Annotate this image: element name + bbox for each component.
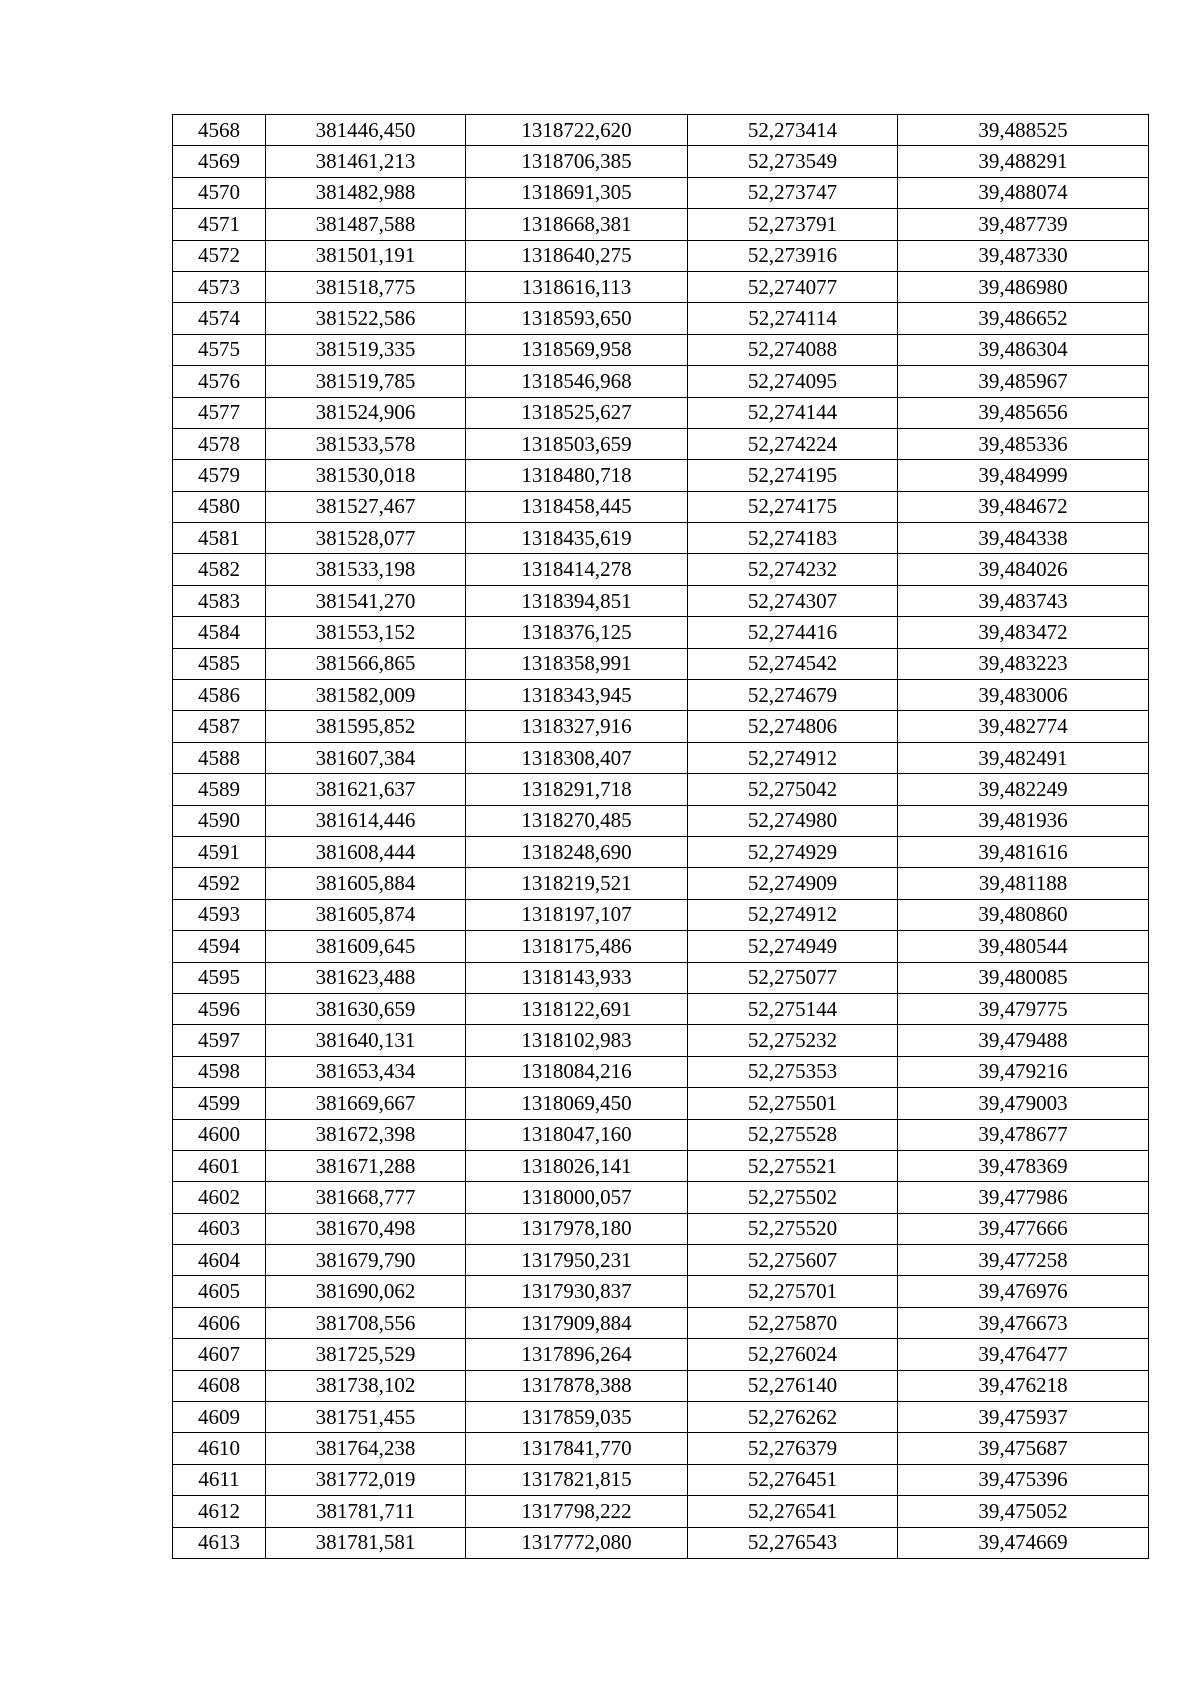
longitude-cell: 39,486652 (898, 303, 1149, 334)
latitude-cell: 52,275520 (688, 1213, 898, 1244)
latitude-cell: 52,275521 (688, 1150, 898, 1181)
longitude-cell: 39,475687 (898, 1433, 1149, 1464)
x-coordinate-cell: 381608,444 (266, 836, 466, 867)
point-number-cell: 4589 (173, 774, 266, 805)
longitude-cell: 39,479488 (898, 1025, 1149, 1056)
x-coordinate-cell: 381605,874 (266, 899, 466, 930)
point-number-cell: 4595 (173, 962, 266, 993)
y-coordinate-cell: 1318480,718 (466, 460, 688, 491)
longitude-cell: 39,482249 (898, 774, 1149, 805)
point-number-cell: 4587 (173, 711, 266, 742)
point-number-cell: 4610 (173, 1433, 266, 1464)
table-row (173, 1276, 1149, 1307)
longitude-cell: 39,478369 (898, 1150, 1149, 1181)
table-row (173, 1527, 1149, 1558)
longitude-cell: 39,480085 (898, 962, 1149, 993)
table-row (173, 303, 1149, 334)
point-number-cell: 4578 (173, 428, 266, 459)
table-row (173, 1025, 1149, 1056)
x-coordinate-cell: 381461,213 (266, 146, 466, 177)
longitude-cell: 39,477666 (898, 1213, 1149, 1244)
longitude-cell: 39,483743 (898, 585, 1149, 616)
latitude-cell: 52,276451 (688, 1464, 898, 1495)
latitude-cell: 52,274806 (688, 711, 898, 742)
y-coordinate-cell: 1317896,264 (466, 1339, 688, 1370)
table-row (173, 1245, 1149, 1276)
longitude-cell: 39,487330 (898, 240, 1149, 271)
point-number-cell: 4579 (173, 460, 266, 491)
table-row (173, 366, 1149, 397)
longitude-cell: 39,484338 (898, 523, 1149, 554)
point-number-cell: 4569 (173, 146, 266, 177)
longitude-cell: 39,477986 (898, 1182, 1149, 1213)
point-number-cell: 4571 (173, 209, 266, 240)
point-number-cell: 4583 (173, 585, 266, 616)
table-row (173, 899, 1149, 930)
latitude-cell: 52,274679 (688, 680, 898, 711)
latitude-cell: 52,274929 (688, 836, 898, 867)
table-row (173, 585, 1149, 616)
latitude-cell: 52,276024 (688, 1339, 898, 1370)
longitude-cell: 39,475052 (898, 1496, 1149, 1527)
latitude-cell: 52,274144 (688, 397, 898, 428)
table-row (173, 146, 1149, 177)
longitude-cell: 39,481616 (898, 836, 1149, 867)
x-coordinate-cell: 381482,988 (266, 177, 466, 208)
table-row (173, 209, 1149, 240)
latitude-cell: 52,274183 (688, 523, 898, 554)
x-coordinate-cell: 381653,434 (266, 1056, 466, 1087)
y-coordinate-cell: 1318616,113 (466, 271, 688, 302)
y-coordinate-cell: 1318327,916 (466, 711, 688, 742)
x-coordinate-cell: 381533,578 (266, 428, 466, 459)
point-number-cell: 4586 (173, 680, 266, 711)
coordinates-table (172, 114, 1149, 1559)
y-coordinate-cell: 1317909,884 (466, 1307, 688, 1338)
latitude-cell: 52,275077 (688, 962, 898, 993)
y-coordinate-cell: 1318722,620 (466, 115, 688, 146)
point-number-cell: 4598 (173, 1056, 266, 1087)
latitude-cell: 52,274307 (688, 585, 898, 616)
y-coordinate-cell: 1318569,958 (466, 334, 688, 365)
y-coordinate-cell: 1317878,388 (466, 1370, 688, 1401)
longitude-cell: 39,476218 (898, 1370, 1149, 1401)
longitude-cell: 39,477258 (898, 1245, 1149, 1276)
table-row (173, 1119, 1149, 1150)
y-coordinate-cell: 1317798,222 (466, 1496, 688, 1527)
longitude-cell: 39,479003 (898, 1088, 1149, 1119)
x-coordinate-cell: 381738,102 (266, 1370, 466, 1401)
table-row (173, 1088, 1149, 1119)
y-coordinate-cell: 1317859,035 (466, 1402, 688, 1433)
latitude-cell: 52,274224 (688, 428, 898, 459)
longitude-cell: 39,482491 (898, 742, 1149, 773)
longitude-cell: 39,476673 (898, 1307, 1149, 1338)
point-number-cell: 4572 (173, 240, 266, 271)
point-number-cell: 4582 (173, 554, 266, 585)
table-row (173, 774, 1149, 805)
point-number-cell: 4581 (173, 523, 266, 554)
latitude-cell: 52,275144 (688, 993, 898, 1024)
y-coordinate-cell: 1318248,690 (466, 836, 688, 867)
y-coordinate-cell: 1318358,991 (466, 648, 688, 679)
longitude-cell: 39,488525 (898, 115, 1149, 146)
latitude-cell: 52,274949 (688, 931, 898, 962)
latitude-cell: 52,275501 (688, 1088, 898, 1119)
longitude-cell: 39,486980 (898, 271, 1149, 302)
y-coordinate-cell: 1318069,450 (466, 1088, 688, 1119)
x-coordinate-cell: 381672,398 (266, 1119, 466, 1150)
longitude-cell: 39,479775 (898, 993, 1149, 1024)
y-coordinate-cell: 1318691,305 (466, 177, 688, 208)
longitude-cell: 39,475396 (898, 1464, 1149, 1495)
x-coordinate-cell: 381518,775 (266, 271, 466, 302)
y-coordinate-cell: 1317930,837 (466, 1276, 688, 1307)
point-number-cell: 4606 (173, 1307, 266, 1338)
x-coordinate-cell: 381582,009 (266, 680, 466, 711)
table-row (173, 1464, 1149, 1495)
table-row (173, 397, 1149, 428)
table-row (173, 711, 1149, 742)
table-row (173, 1370, 1149, 1401)
latitude-cell: 52,274195 (688, 460, 898, 491)
table-row (173, 836, 1149, 867)
point-number-cell: 4602 (173, 1182, 266, 1213)
table-row (173, 523, 1149, 554)
latitude-cell: 52,275232 (688, 1025, 898, 1056)
longitude-cell: 39,483006 (898, 680, 1149, 711)
x-coordinate-cell: 381528,077 (266, 523, 466, 554)
longitude-cell: 39,474669 (898, 1527, 1149, 1558)
table-row (173, 460, 1149, 491)
table-row (173, 868, 1149, 899)
y-coordinate-cell: 1318026,141 (466, 1150, 688, 1181)
x-coordinate-cell: 381781,711 (266, 1496, 466, 1527)
point-number-cell: 4580 (173, 491, 266, 522)
table-row (173, 805, 1149, 836)
y-coordinate-cell: 1318376,125 (466, 617, 688, 648)
x-coordinate-cell: 381446,450 (266, 115, 466, 146)
table-row (173, 554, 1149, 585)
y-coordinate-cell: 1317841,770 (466, 1433, 688, 1464)
table-row (173, 1213, 1149, 1244)
x-coordinate-cell: 381671,288 (266, 1150, 466, 1181)
latitude-cell: 52,273747 (688, 177, 898, 208)
latitude-cell: 52,275528 (688, 1119, 898, 1150)
point-number-cell: 4605 (173, 1276, 266, 1307)
y-coordinate-cell: 1318593,650 (466, 303, 688, 334)
table-row (173, 177, 1149, 208)
table-row (173, 1433, 1149, 1464)
latitude-cell: 52,274095 (688, 366, 898, 397)
x-coordinate-cell: 381668,777 (266, 1182, 466, 1213)
y-coordinate-cell: 1318503,659 (466, 428, 688, 459)
table-row (173, 428, 1149, 459)
y-coordinate-cell: 1317978,180 (466, 1213, 688, 1244)
longitude-cell: 39,480860 (898, 899, 1149, 930)
y-coordinate-cell: 1318175,486 (466, 931, 688, 962)
table-row (173, 680, 1149, 711)
longitude-cell: 39,488291 (898, 146, 1149, 177)
longitude-cell: 39,485967 (898, 366, 1149, 397)
point-number-cell: 4575 (173, 334, 266, 365)
x-coordinate-cell: 381519,785 (266, 366, 466, 397)
point-number-cell: 4590 (173, 805, 266, 836)
x-coordinate-cell: 381772,019 (266, 1464, 466, 1495)
longitude-cell: 39,487739 (898, 209, 1149, 240)
x-coordinate-cell: 381595,852 (266, 711, 466, 742)
table-row (173, 1339, 1149, 1370)
longitude-cell: 39,476976 (898, 1276, 1149, 1307)
latitude-cell: 52,273549 (688, 146, 898, 177)
x-coordinate-cell: 381541,270 (266, 585, 466, 616)
point-number-cell: 4573 (173, 271, 266, 302)
y-coordinate-cell: 1318291,718 (466, 774, 688, 805)
point-number-cell: 4594 (173, 931, 266, 962)
longitude-cell: 39,485336 (898, 428, 1149, 459)
latitude-cell: 52,274088 (688, 334, 898, 365)
x-coordinate-cell: 381621,637 (266, 774, 466, 805)
y-coordinate-cell: 1317821,815 (466, 1464, 688, 1495)
point-number-cell: 4601 (173, 1150, 266, 1181)
point-number-cell: 4604 (173, 1245, 266, 1276)
latitude-cell: 52,274912 (688, 742, 898, 773)
longitude-cell: 39,484672 (898, 491, 1149, 522)
table-row (173, 115, 1149, 146)
point-number-cell: 4584 (173, 617, 266, 648)
latitude-cell: 52,274909 (688, 868, 898, 899)
point-number-cell: 4577 (173, 397, 266, 428)
x-coordinate-cell: 381764,238 (266, 1433, 466, 1464)
longitude-cell: 39,484999 (898, 460, 1149, 491)
y-coordinate-cell: 1318102,983 (466, 1025, 688, 1056)
longitude-cell: 39,484026 (898, 554, 1149, 585)
y-coordinate-cell: 1318525,627 (466, 397, 688, 428)
x-coordinate-cell: 381609,645 (266, 931, 466, 962)
latitude-cell: 52,276541 (688, 1496, 898, 1527)
table-row (173, 1056, 1149, 1087)
y-coordinate-cell: 1318343,945 (466, 680, 688, 711)
point-number-cell: 4576 (173, 366, 266, 397)
latitude-cell: 52,274542 (688, 648, 898, 679)
latitude-cell: 52,273916 (688, 240, 898, 271)
x-coordinate-cell: 381623,488 (266, 962, 466, 993)
x-coordinate-cell: 381670,498 (266, 1213, 466, 1244)
latitude-cell: 52,276543 (688, 1527, 898, 1558)
table-row (173, 1307, 1149, 1338)
point-number-cell: 4603 (173, 1213, 266, 1244)
x-coordinate-cell: 381524,906 (266, 397, 466, 428)
latitude-cell: 52,275042 (688, 774, 898, 805)
y-coordinate-cell: 1317772,080 (466, 1527, 688, 1558)
latitude-cell: 52,274077 (688, 271, 898, 302)
y-coordinate-cell: 1318668,381 (466, 209, 688, 240)
latitude-cell: 52,275353 (688, 1056, 898, 1087)
x-coordinate-cell: 381708,556 (266, 1307, 466, 1338)
longitude-cell: 39,478677 (898, 1119, 1149, 1150)
table-row (173, 1182, 1149, 1213)
table-row (173, 1150, 1149, 1181)
table-row (173, 334, 1149, 365)
latitude-cell: 52,275502 (688, 1182, 898, 1213)
latitude-cell: 52,275870 (688, 1307, 898, 1338)
longitude-cell: 39,475937 (898, 1402, 1149, 1433)
table-row (173, 648, 1149, 679)
latitude-cell: 52,276140 (688, 1370, 898, 1401)
latitude-cell: 52,274232 (688, 554, 898, 585)
table-row (173, 993, 1149, 1024)
longitude-cell: 39,486304 (898, 334, 1149, 365)
x-coordinate-cell: 381669,667 (266, 1088, 466, 1119)
point-number-cell: 4600 (173, 1119, 266, 1150)
longitude-cell: 39,480544 (898, 931, 1149, 962)
x-coordinate-cell: 381533,198 (266, 554, 466, 585)
latitude-cell: 52,273414 (688, 115, 898, 146)
x-coordinate-cell: 381630,659 (266, 993, 466, 1024)
table-row (173, 962, 1149, 993)
point-number-cell: 4611 (173, 1464, 266, 1495)
point-number-cell: 4609 (173, 1402, 266, 1433)
latitude-cell: 52,274114 (688, 303, 898, 334)
y-coordinate-cell: 1317950,231 (466, 1245, 688, 1276)
table-row (173, 1402, 1149, 1433)
point-number-cell: 4597 (173, 1025, 266, 1056)
longitude-cell: 39,481188 (898, 868, 1149, 899)
y-coordinate-cell: 1318143,933 (466, 962, 688, 993)
x-coordinate-cell: 381614,446 (266, 805, 466, 836)
y-coordinate-cell: 1318394,851 (466, 585, 688, 616)
y-coordinate-cell: 1318414,278 (466, 554, 688, 585)
point-number-cell: 4596 (173, 993, 266, 1024)
longitude-cell: 39,481936 (898, 805, 1149, 836)
longitude-cell: 39,483472 (898, 617, 1149, 648)
longitude-cell: 39,488074 (898, 177, 1149, 208)
y-coordinate-cell: 1318706,385 (466, 146, 688, 177)
x-coordinate-cell: 381640,131 (266, 1025, 466, 1056)
latitude-cell: 52,274416 (688, 617, 898, 648)
y-coordinate-cell: 1318308,407 (466, 742, 688, 773)
point-number-cell: 4588 (173, 742, 266, 773)
coordinates-table-body (173, 115, 1149, 1559)
y-coordinate-cell: 1318197,107 (466, 899, 688, 930)
point-number-cell: 4608 (173, 1370, 266, 1401)
table-row (173, 617, 1149, 648)
y-coordinate-cell: 1318122,691 (466, 993, 688, 1024)
table-row (173, 240, 1149, 271)
latitude-cell: 52,276262 (688, 1402, 898, 1433)
x-coordinate-cell: 381530,018 (266, 460, 466, 491)
x-coordinate-cell: 381751,455 (266, 1402, 466, 1433)
longitude-cell: 39,485656 (898, 397, 1149, 428)
x-coordinate-cell: 381487,588 (266, 209, 466, 240)
point-number-cell: 4612 (173, 1496, 266, 1527)
y-coordinate-cell: 1318546,968 (466, 366, 688, 397)
longitude-cell: 39,482774 (898, 711, 1149, 742)
y-coordinate-cell: 1318435,619 (466, 523, 688, 554)
latitude-cell: 52,274980 (688, 805, 898, 836)
latitude-cell: 52,274912 (688, 899, 898, 930)
longitude-cell: 39,476477 (898, 1339, 1149, 1370)
y-coordinate-cell: 1318000,057 (466, 1182, 688, 1213)
latitude-cell: 52,273791 (688, 209, 898, 240)
x-coordinate-cell: 381519,335 (266, 334, 466, 365)
x-coordinate-cell: 381566,865 (266, 648, 466, 679)
point-number-cell: 4574 (173, 303, 266, 334)
x-coordinate-cell: 381527,467 (266, 491, 466, 522)
table-row (173, 271, 1149, 302)
x-coordinate-cell: 381679,790 (266, 1245, 466, 1276)
latitude-cell: 52,275701 (688, 1276, 898, 1307)
point-number-cell: 4591 (173, 836, 266, 867)
point-number-cell: 4570 (173, 177, 266, 208)
table-row (173, 1496, 1149, 1527)
latitude-cell: 52,276379 (688, 1433, 898, 1464)
x-coordinate-cell: 381607,384 (266, 742, 466, 773)
point-number-cell: 4599 (173, 1088, 266, 1119)
y-coordinate-cell: 1318047,160 (466, 1119, 688, 1150)
point-number-cell: 4585 (173, 648, 266, 679)
x-coordinate-cell: 381605,884 (266, 868, 466, 899)
point-number-cell: 4592 (173, 868, 266, 899)
table-row (173, 931, 1149, 962)
y-coordinate-cell: 1318270,485 (466, 805, 688, 836)
table-row (173, 491, 1149, 522)
point-number-cell: 4613 (173, 1527, 266, 1558)
y-coordinate-cell: 1318458,445 (466, 491, 688, 522)
latitude-cell: 52,274175 (688, 491, 898, 522)
point-number-cell: 4593 (173, 899, 266, 930)
latitude-cell: 52,275607 (688, 1245, 898, 1276)
longitude-cell: 39,483223 (898, 648, 1149, 679)
x-coordinate-cell: 381553,152 (266, 617, 466, 648)
x-coordinate-cell: 381501,191 (266, 240, 466, 271)
point-number-cell: 4568 (173, 115, 266, 146)
x-coordinate-cell: 381690,062 (266, 1276, 466, 1307)
x-coordinate-cell: 381781,581 (266, 1527, 466, 1558)
x-coordinate-cell: 381725,529 (266, 1339, 466, 1370)
longitude-cell: 39,479216 (898, 1056, 1149, 1087)
x-coordinate-cell: 381522,586 (266, 303, 466, 334)
y-coordinate-cell: 1318219,521 (466, 868, 688, 899)
y-coordinate-cell: 1318084,216 (466, 1056, 688, 1087)
point-number-cell: 4607 (173, 1339, 266, 1370)
table-row (173, 742, 1149, 773)
y-coordinate-cell: 1318640,275 (466, 240, 688, 271)
